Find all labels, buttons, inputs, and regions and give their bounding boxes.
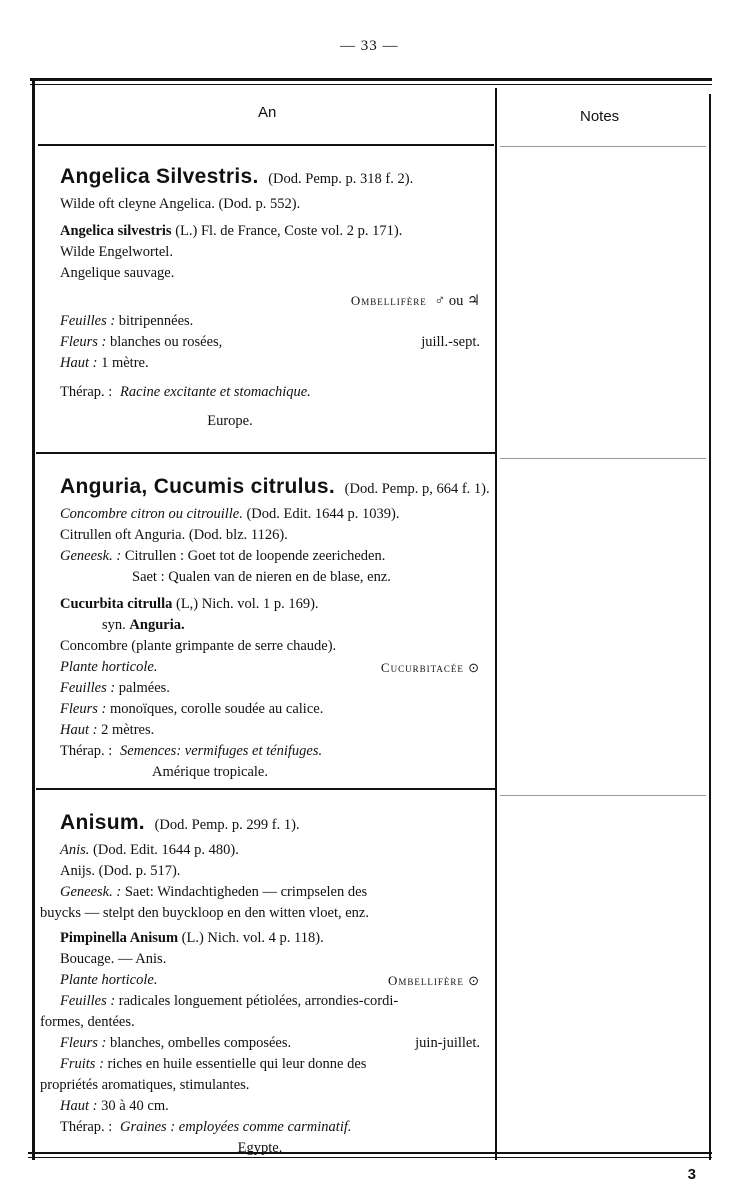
table-top-rule-thin xyxy=(30,84,712,85)
latin-name: Angelica silvestris xyxy=(60,223,172,239)
text-fleurs: monoïques, corolle soudée au calice. xyxy=(109,701,324,717)
text-fruits: riches en huile essentielle qui leur donne des xyxy=(107,1056,367,1072)
text-fleurs: blanches, ombelles composées. xyxy=(109,1035,292,1051)
header-an: An xyxy=(258,104,277,121)
flowering-period: juin-juillet. xyxy=(415,1035,480,1051)
text-feuilles-cont: formes, dentées. xyxy=(40,1014,135,1030)
text-line: Wilde oft cleyne Angelica. (Dod. p. 552). xyxy=(60,196,301,212)
text-haut: 1 mètre. xyxy=(101,355,149,371)
text-feuilles: radicales longuement pétiolées, arrondies-cordi- xyxy=(118,993,399,1009)
label-fleurs: Fleurs : xyxy=(60,334,107,350)
reference: (L.) Nich. vol. 4 p. 118). xyxy=(181,930,324,946)
text-line: Citrullen oft Anguria. (Dod. blz. 1126). xyxy=(60,527,288,543)
label-graines: Graines : xyxy=(119,1119,176,1135)
reference: (L.) Fl. de France, Coste vol. 2 p. 171). xyxy=(175,223,403,239)
latin-name: Cucurbita citrulla xyxy=(60,596,173,612)
family-name: Ombellifère ⊙ xyxy=(387,973,480,988)
region: Egypte. xyxy=(237,1140,283,1156)
entry-angelica xyxy=(60,166,480,432)
french-name: Concombre citron ou citrouille. xyxy=(60,506,243,522)
entry-reference: (Dod. Pemp. p. 318 f. 2). xyxy=(268,171,414,187)
text-therap: employées comme carminatif. xyxy=(178,1119,352,1135)
syn-name: Anguria. xyxy=(129,617,185,633)
family-name: Cucurbitacée ⊙ xyxy=(380,660,480,675)
label-geneesk: Geneesk. : xyxy=(60,884,122,900)
text-line: Anijs. (Dod. p. 517). xyxy=(60,863,181,879)
table-top-rule xyxy=(30,78,712,81)
entry-anguria xyxy=(60,475,490,783)
label-haut: Haut : xyxy=(60,355,98,371)
text-geneesk-cont: buycks — stelpt den buyckloop en den witten vloet, enz. xyxy=(40,905,369,921)
section-separator-2 xyxy=(36,788,496,790)
label-therap: Thérap. : xyxy=(60,384,113,400)
label-fruits: Fruits : xyxy=(60,1056,104,1072)
flowering-period: juill.-sept. xyxy=(421,334,480,350)
label-feuilles: Feuilles : xyxy=(60,993,116,1009)
table-left-border xyxy=(32,78,35,1160)
text-fruits-cont: propriétés aromatiques, stimulantes. xyxy=(40,1077,250,1093)
life-symbol: ♂ ou ♃ xyxy=(434,293,480,309)
plant-type: Plante horticole. xyxy=(60,972,158,988)
header-rule xyxy=(38,144,494,146)
entry-title: Anguria, Cucumis citrulus. xyxy=(60,475,336,498)
latin-name: Pimpinella Anisum xyxy=(60,930,179,946)
entry-reference: (Dod. Pemp. p. 299 f. 1). xyxy=(154,817,300,833)
column-divider xyxy=(495,88,497,1160)
label-feuilles: Feuilles : xyxy=(60,313,116,329)
notes-header-rule xyxy=(500,146,706,147)
label-feuilles: Feuilles : xyxy=(60,680,116,696)
text-haut: 2 mètres. xyxy=(101,722,155,738)
section-separator-1 xyxy=(36,452,496,454)
table-right-border xyxy=(709,94,711,1160)
text-feuilles: palmées. xyxy=(118,680,170,696)
reference: (L,) Nich. vol. 1 p. 169). xyxy=(176,596,319,612)
text-fleurs: blanches ou rosées, xyxy=(109,334,223,350)
region: Europe. xyxy=(207,413,253,429)
entry-title: Angelica Silvestris. xyxy=(60,165,259,188)
text-line: Wilde Engelwortel. xyxy=(60,244,173,260)
common-name: Anis. xyxy=(60,842,90,858)
region: Amérique tropicale. xyxy=(152,764,268,780)
label-haut: Haut : xyxy=(60,722,98,738)
text-geneesk: Saet: Windachtigheden — crimpselen des xyxy=(124,884,368,900)
text-line: Concombre (plante grimpante de serre chaude). xyxy=(60,638,337,654)
reference: (Dod. Edit. 1644 p. 480). xyxy=(93,842,239,858)
label-therap: Thérap. : xyxy=(60,743,113,759)
notes-separator-1 xyxy=(500,458,706,459)
text-therap: Racine excitante et stomachique. xyxy=(119,384,311,400)
label-geneesk: Geneesk. : xyxy=(60,548,122,564)
entry-title: Anisum. xyxy=(60,811,145,834)
header-notes: Notes xyxy=(580,108,620,125)
text-geneesk: Citrullen : Goet tot de loopende zeericheden. xyxy=(124,548,386,564)
text-therap: Semences: vermifuges et ténifuges. xyxy=(119,743,323,759)
label-fleurs: Fleurs : xyxy=(60,1035,107,1051)
family-name: Ombellifère xyxy=(350,293,427,308)
plant-type: Plante horticole. xyxy=(60,659,158,675)
reference: (Dod. Edit. 1644 p. 1039). xyxy=(246,506,400,522)
entry-reference: (Dod. Pemp. p, 664 f. 1). xyxy=(344,481,490,497)
text-line: Boucage. — Anis. xyxy=(60,951,167,967)
text-geneesk-cont: Saet : Qualen van de nieren en de blase, enz. xyxy=(132,569,391,585)
entry-anisum xyxy=(40,811,480,1159)
label-haut: Haut : xyxy=(60,1098,98,1114)
label-fleurs: Fleurs : xyxy=(60,701,107,717)
syn-label: syn. xyxy=(102,617,126,633)
text-haut: 30 à 40 cm. xyxy=(101,1098,169,1114)
page-number: — 33 — xyxy=(340,38,399,54)
label-therap: Thérap. : xyxy=(60,1119,113,1135)
text-line: Angelique sauvage. xyxy=(60,265,175,281)
notes-separator-2 xyxy=(500,795,706,796)
page-footer-number: 3 xyxy=(687,1166,696,1183)
text-feuilles: bitripennées. xyxy=(118,313,194,329)
